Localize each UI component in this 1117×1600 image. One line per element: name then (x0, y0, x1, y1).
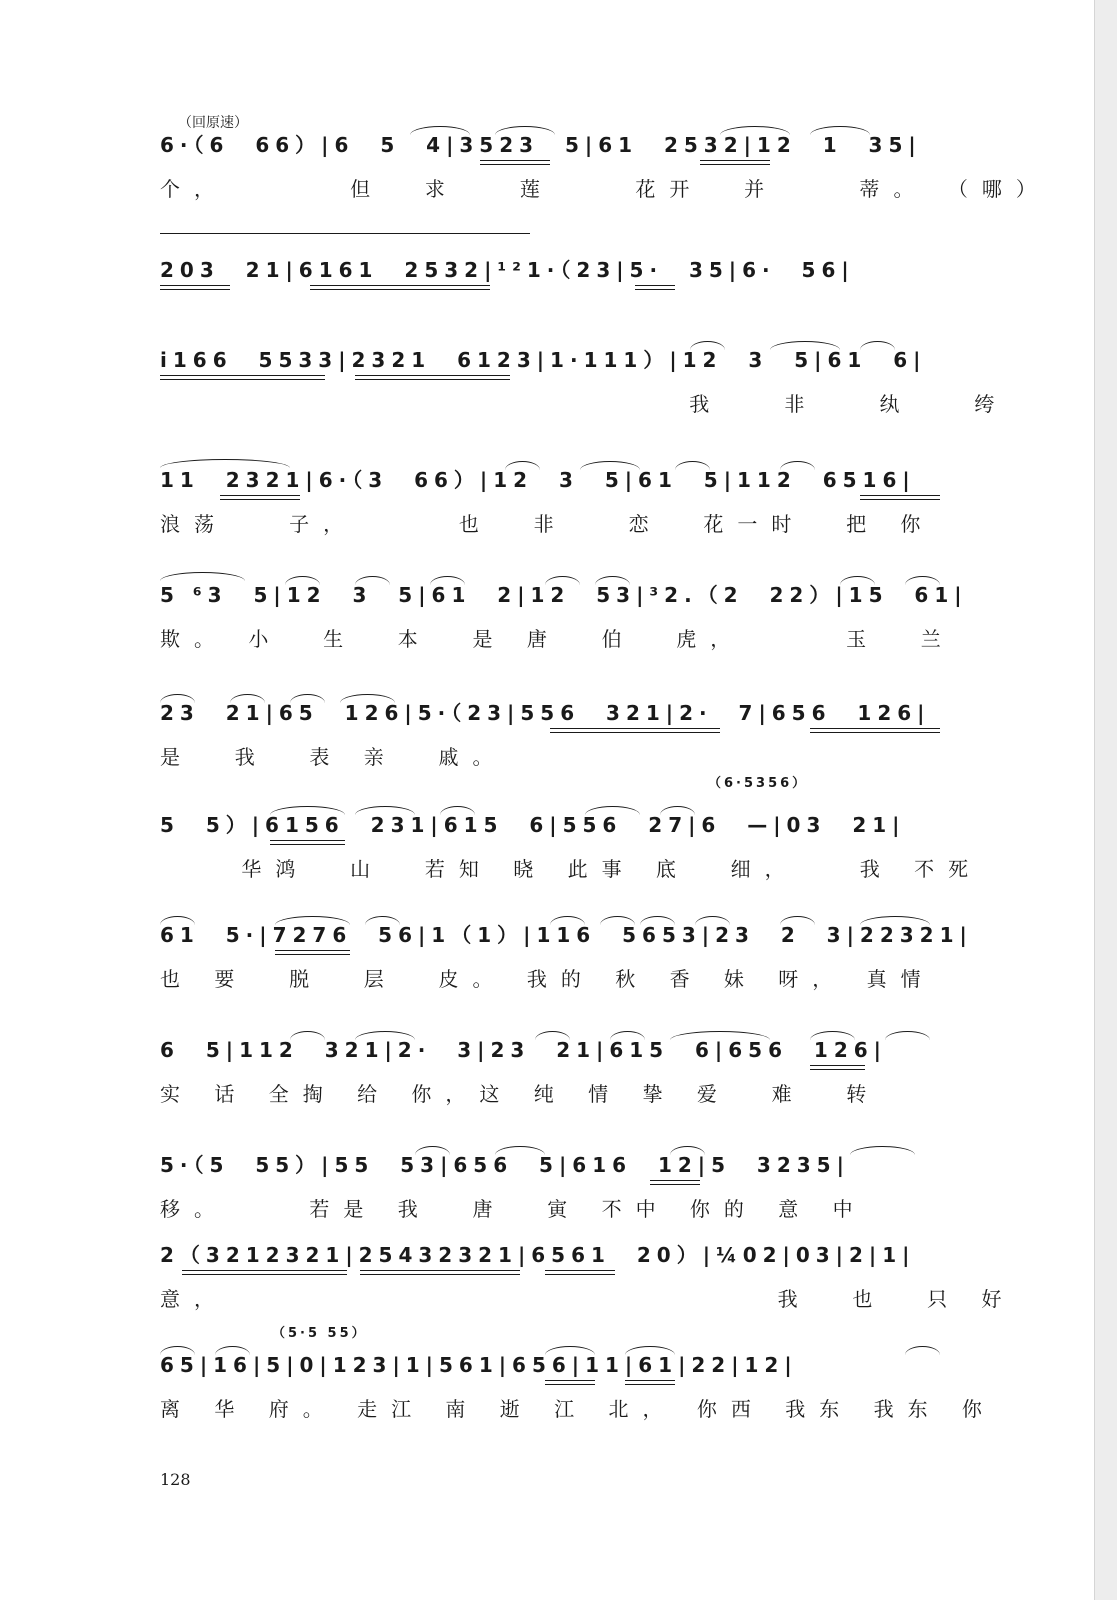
slur (780, 916, 815, 925)
slur (585, 806, 640, 815)
slur (355, 1031, 415, 1040)
slur (545, 576, 580, 585)
slur (415, 1146, 450, 1155)
slur (885, 1031, 930, 1040)
lyrics-line: 我 非 纨 绔 (160, 392, 1009, 416)
slur (440, 806, 475, 815)
slur (675, 461, 710, 470)
slur (690, 341, 725, 350)
notes-line: 203 21|6161 2532|¹²1·（23|5· 35|6· 56| (160, 258, 855, 282)
slur (610, 1031, 645, 1040)
lyrics-line: 移。 若是 我 唐 寅 不中 你的 意 中 (160, 1197, 867, 1221)
slur (860, 916, 930, 925)
slur (670, 1031, 770, 1040)
beam-double (545, 1380, 595, 1385)
slur (810, 126, 870, 135)
lyrics-line (160, 299, 960, 329)
slur (270, 806, 345, 815)
notes-line: 5 5）|6156 231|615 6|556 27|6 —|03 21| (160, 813, 906, 837)
lyrics-line: 是 我 表 亲 戚。 (160, 745, 507, 769)
notes-line: 6·（6 66）|6 5 4|3523 5|61 2532|12 1 35| (160, 133, 922, 157)
tie-line (160, 233, 530, 234)
slur (290, 1031, 325, 1040)
slur (850, 1146, 915, 1155)
slur (290, 694, 325, 703)
notes-line: 23 21|65 126|5·（23|556 321|2· 7|656 126| (160, 701, 931, 725)
beam-double (545, 1270, 615, 1275)
beam-double (310, 285, 490, 290)
slur (410, 126, 470, 135)
slur (905, 576, 940, 585)
slur (535, 1031, 570, 1040)
slur (430, 576, 465, 585)
beam-double (275, 950, 350, 955)
binding-shadow (1094, 0, 1117, 1600)
slur (355, 806, 415, 815)
beam-double (625, 1380, 675, 1385)
notes-line: i166 5533|2321 6123|1·111）|12 3 5|61 6| (160, 348, 927, 372)
notes-line: 6 5|112 321|2· 3|23 21|615 6|656 126| (160, 1038, 887, 1062)
beam-double (160, 285, 230, 290)
notes-line: 5·（5 55）|55 53|656 5|616 12|5 3235| (160, 1153, 850, 1177)
slur (365, 916, 400, 925)
lyrics-line: 浪荡 子， 也 非 恋 花一时 把 你 (160, 512, 935, 536)
lyrics-line: 华鸿 山 若知 晓 此事 底 细， 我 不死 (160, 857, 983, 881)
beam-double (550, 728, 720, 733)
slur (640, 916, 675, 925)
slur (780, 461, 815, 470)
beam-double (360, 1270, 520, 1275)
lyrics-line: 个， 但 求 莲 花开 并 蒂。 （哪） (160, 177, 1050, 201)
beam-double (700, 160, 770, 165)
notes-line: 5 ⁶3 5|12 3 5|61 2|12 53|³2.（2 22）|15 61| (160, 583, 968, 607)
slur (595, 576, 630, 585)
slur (495, 1146, 545, 1155)
slur (160, 916, 195, 925)
tempo-marking: （回原速） (178, 115, 248, 131)
slur (160, 572, 245, 581)
slur (600, 916, 635, 925)
beam-double (635, 285, 675, 290)
beam-double (160, 375, 325, 380)
slur (230, 694, 265, 703)
lyrics-line: 实 话 全掏 给 你，这 纯 情 挚 爱 难 转 (160, 1082, 881, 1106)
slur (625, 1346, 675, 1355)
slur (285, 576, 320, 585)
beam-double (480, 160, 550, 165)
slur (840, 576, 875, 585)
slur (695, 916, 730, 925)
slur (160, 694, 195, 703)
slur (340, 694, 395, 703)
lyrics-line: 离 华 府。 走江 南 逝 江 北， 你西 我东 我东 你 (160, 1397, 996, 1421)
slur (860, 341, 895, 350)
lyrics-line: 也 要 脱 层 皮。 我的 秋 香 妹 呀， 真情 (160, 967, 935, 991)
slur (505, 461, 540, 470)
beam-double (860, 495, 940, 500)
page-number: 128 (160, 1470, 191, 1489)
slur (160, 459, 290, 468)
slur (160, 1346, 195, 1355)
beam-double (182, 1270, 347, 1275)
grace-annotation: （5·5 55） (272, 1326, 368, 1341)
beam-double (650, 1180, 700, 1185)
slur (905, 1346, 940, 1355)
beam-double (810, 1065, 865, 1070)
slur (810, 1031, 855, 1040)
beam-double (220, 495, 300, 500)
notes-line: 11 2321|6·（3 66）|12 3 5|61 5|112 6516| (160, 468, 916, 492)
notes-line: 65|16|5|0|123|1|561|656|11|61|22|12| (160, 1353, 798, 1377)
slur (720, 126, 790, 135)
lyrics-line: 意， 我 也 只 好 (160, 1287, 1016, 1311)
slur (670, 1146, 705, 1155)
beam-double (270, 840, 345, 845)
slur (545, 1346, 595, 1355)
slur (660, 806, 695, 815)
beam-double (810, 728, 940, 733)
slur (550, 916, 585, 925)
notes-line: 2（3212321|25432321|6561 20）|¼02|03|2|1| (160, 1243, 916, 1267)
beam-double (355, 375, 510, 380)
slur (495, 126, 555, 135)
slur (215, 1346, 250, 1355)
slur (355, 576, 390, 585)
grace-annotation: （6·5356） (708, 776, 809, 791)
slur (770, 341, 840, 350)
notes-line: 61 5·|7276 56|1（1）|116 5653|23 2 3|22321| (160, 923, 973, 947)
slur (275, 916, 350, 925)
lyrics-line: 欺。 小 生 本 是 唐 伯 虎， 玉 兰 (160, 627, 955, 651)
slur (580, 461, 640, 470)
